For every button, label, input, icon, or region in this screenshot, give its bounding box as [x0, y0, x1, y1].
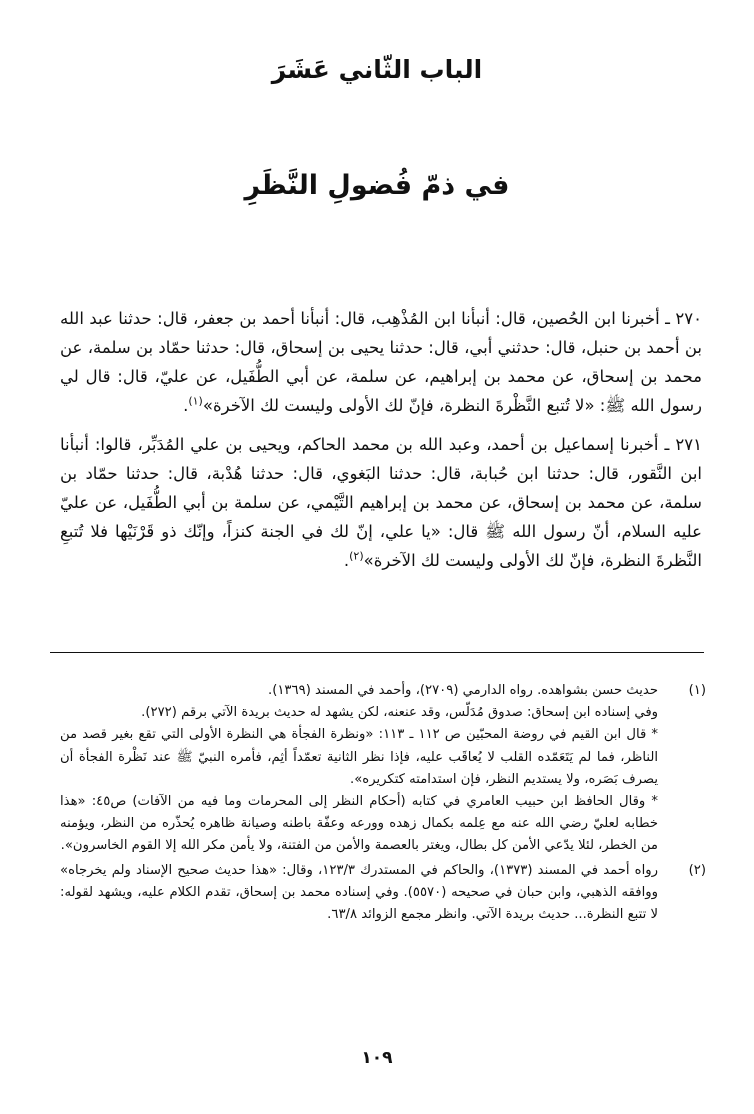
footnote-mark: (١)	[688, 683, 706, 698]
footnotes	[60, 680, 706, 928]
hadith-271: ٢٧١ ـ أخبرنا إسماعيل بن أحمد، وعبد الله بن محمد الحاكم، ويحيى بن علي المُدَبِّر، قالوا: أنبأنا ابن النَّقور، قال: حدثنا ابن حُبابة، قال: حدثنا البَغوي، قال: حدثنا هُدْبة، قال: حدثنا حمّاد بن سلمة، عن محمد بن إسحاق، عن محمد بن إبراهيم التَّيْمي، عن سلمة بن أبي الطُّفَيل، عن عليّ عليه السلام، أنّ رسول الله ﷺ قال: «يا علي، إنّ لك في الجنة كنزاً، وإنّك ذو قَرْنَيْها فلا تُتبعِ النَّظرةَ النظرة، فإنّ لك الأولى وليست لك الآخرة»$^{(٢)}$.	[60, 435, 702, 570]
footnote-ref[interactable]: (٢)	[349, 549, 364, 563]
section-title: في ذمّ فُضولِ النَّظَرِ	[244, 170, 510, 201]
hadith-text: أخبرنا ابن الحُصين، قال: أنبأنا ابن المُذْهِب، قال: أنبأنا أحمد بن جعفر، قال: حدثنا عبد الله بن أحمد بن حنبل، قال: حدثني أبي، قال: حدثنا يحيى بن إسحاق، قال: حدثنا حمّاد بن سلمة، عن محمد بن إسحاق، عن محمد بن إبراهيم، عن سلمة، عن أبي الطُّفَيل، عن عليّ، قال: قال لي رسول الله ﷺ: «لا تُتبع النَّظْرةَ النظرة، فإنّ لك الأولى وليست لك الآخرة»	[60, 309, 702, 415]
footnote-2	[60, 860, 706, 927]
footnote-mark: (٢)	[688, 862, 706, 878]
hadith-number: ٢٧٠ ـ	[665, 309, 702, 328]
footnote-divider	[50, 652, 704, 653]
footnote-line: حديث حسن بشواهده. رواه الدارمي (٢٧٠٩)، وأحمد في المسند (١٣٦٩).	[268, 683, 658, 698]
hadith-text: أخبرنا إسماعيل بن أحمد، وعبد الله بن محمد الحاكم، ويحيى بن علي المُدَبِّر، قالوا: أنبأنا ابن النَّقور، قال: حدثنا ابن حُبابة، قال: حدثنا البَغوي، قال: حدثنا هُدْبة، قال: حدثنا حمّاد بن سلمة، عن محمد بن إسحاق، عن محمد بن إبراهيم التَّيْمي، عن سلمة بن أبي الطُّفَيل، عن عليّ عليه السلام، أنّ رسول الله ﷺ قال: «يا علي، إنّ لك في الجنة كنزاً، وإنّك ذو قَرْنَيْها فلا تُتبعِ النَّظرةَ النظرة، فإنّ لك الأولى وليست لك الآخرة»	[60, 435, 702, 570]
footnote-line: * وقال الحافظ ابن حبيب العامري في كتابه (أحكام النظر إلى المحرمات وما فيه من الآفات) ص٤٥: «هذا خطابه لعليّ رضي الله عنه مع عِلمه بكمال زهده وورعه وعفّة باطنه وصيانة ظاهره يُحذّره من النظر، ويؤمنه من الخطر، لئلا يدّعي الأمن كل بطال، ويغتر بالعصمة والأمن من الفتنة، ولا يأمن مكر الله إلا القوم الخاسرون».	[60, 794, 658, 854]
chapter-title: الباب الثّاني عَشَرَ	[271, 55, 483, 84]
footnote-body	[60, 680, 658, 858]
footnote-line: رواه أحمد في المسند (١٣٧٣)، والحاكم في المستدرك ١٢٣/٣، وقال: «هذا حديث صحيح الإسناد ولم يخرجاه» ووافقه الذهبي، وابن حبان في صحيحه (٥٥٧٠). وفي إسناده محمد بن إسحاق، تقدم الكلام عليه، ويشهد لقوله: لا تتبع النظرة... حديث بريدة الآتي. وانظر مجمع الزوائد ٦٣/٨.	[60, 862, 658, 923]
footnote-line: * قال ابن القيم في روضة المحبّين ص ١١٢ ـ ١١٣: «ونظرة الفجأة هي النظرة الأولى التي تقع بغير قصد من الناظر، فما لم يَتَعَمّده القلب لا يُعاقَب عليه، فإذا نظر الثانية تعمّداً أثِم، فأمره النبيّ ﷺ عند نَظْرة الفجأة أن يصرف بَصَره، ولا يستديم النظر، فإن استدامته كتكريره».	[60, 727, 659, 787]
footnote-1	[60, 680, 706, 858]
footnote-body	[60, 860, 658, 927]
footnote-line: وفي إسناده ابن إسحاق: صدوق مُدَلّس، وقد عنعنه، لكن يشهد له حديث بريدة الآتي برقم (٢٧٢).	[141, 705, 658, 721]
hadith-270: ٢٧٠ ـ أخبرنا ابن الحُصين، قال: أنبأنا ابن المُذْهِب، قال: أنبأنا أحمد بن جعفر، قال: حدثنا عبد الله بن أحمد بن حنبل، قال: حدثني أبي، قال: حدثنا يحيى بن إسحاق، قال: حدثنا حمّاد بن سلمة، عن محمد بن إسحاق، عن محمد بن إبراهيم، عن سلمة، عن أبي الطُّفَيل، عن عليّ، قال: قال لي رسول الله ﷺ: «لا تُتبع النَّظْرةَ النظرة، فإنّ لك الأولى وليست لك الآخرة»$^{(١)}$.	[60, 309, 702, 415]
hadith-number: ٢٧١ ـ	[664, 435, 702, 454]
footnote-ref[interactable]: (١)	[188, 394, 203, 408]
page-number: ١٠٩	[361, 1048, 393, 1068]
main-text	[60, 304, 702, 585]
